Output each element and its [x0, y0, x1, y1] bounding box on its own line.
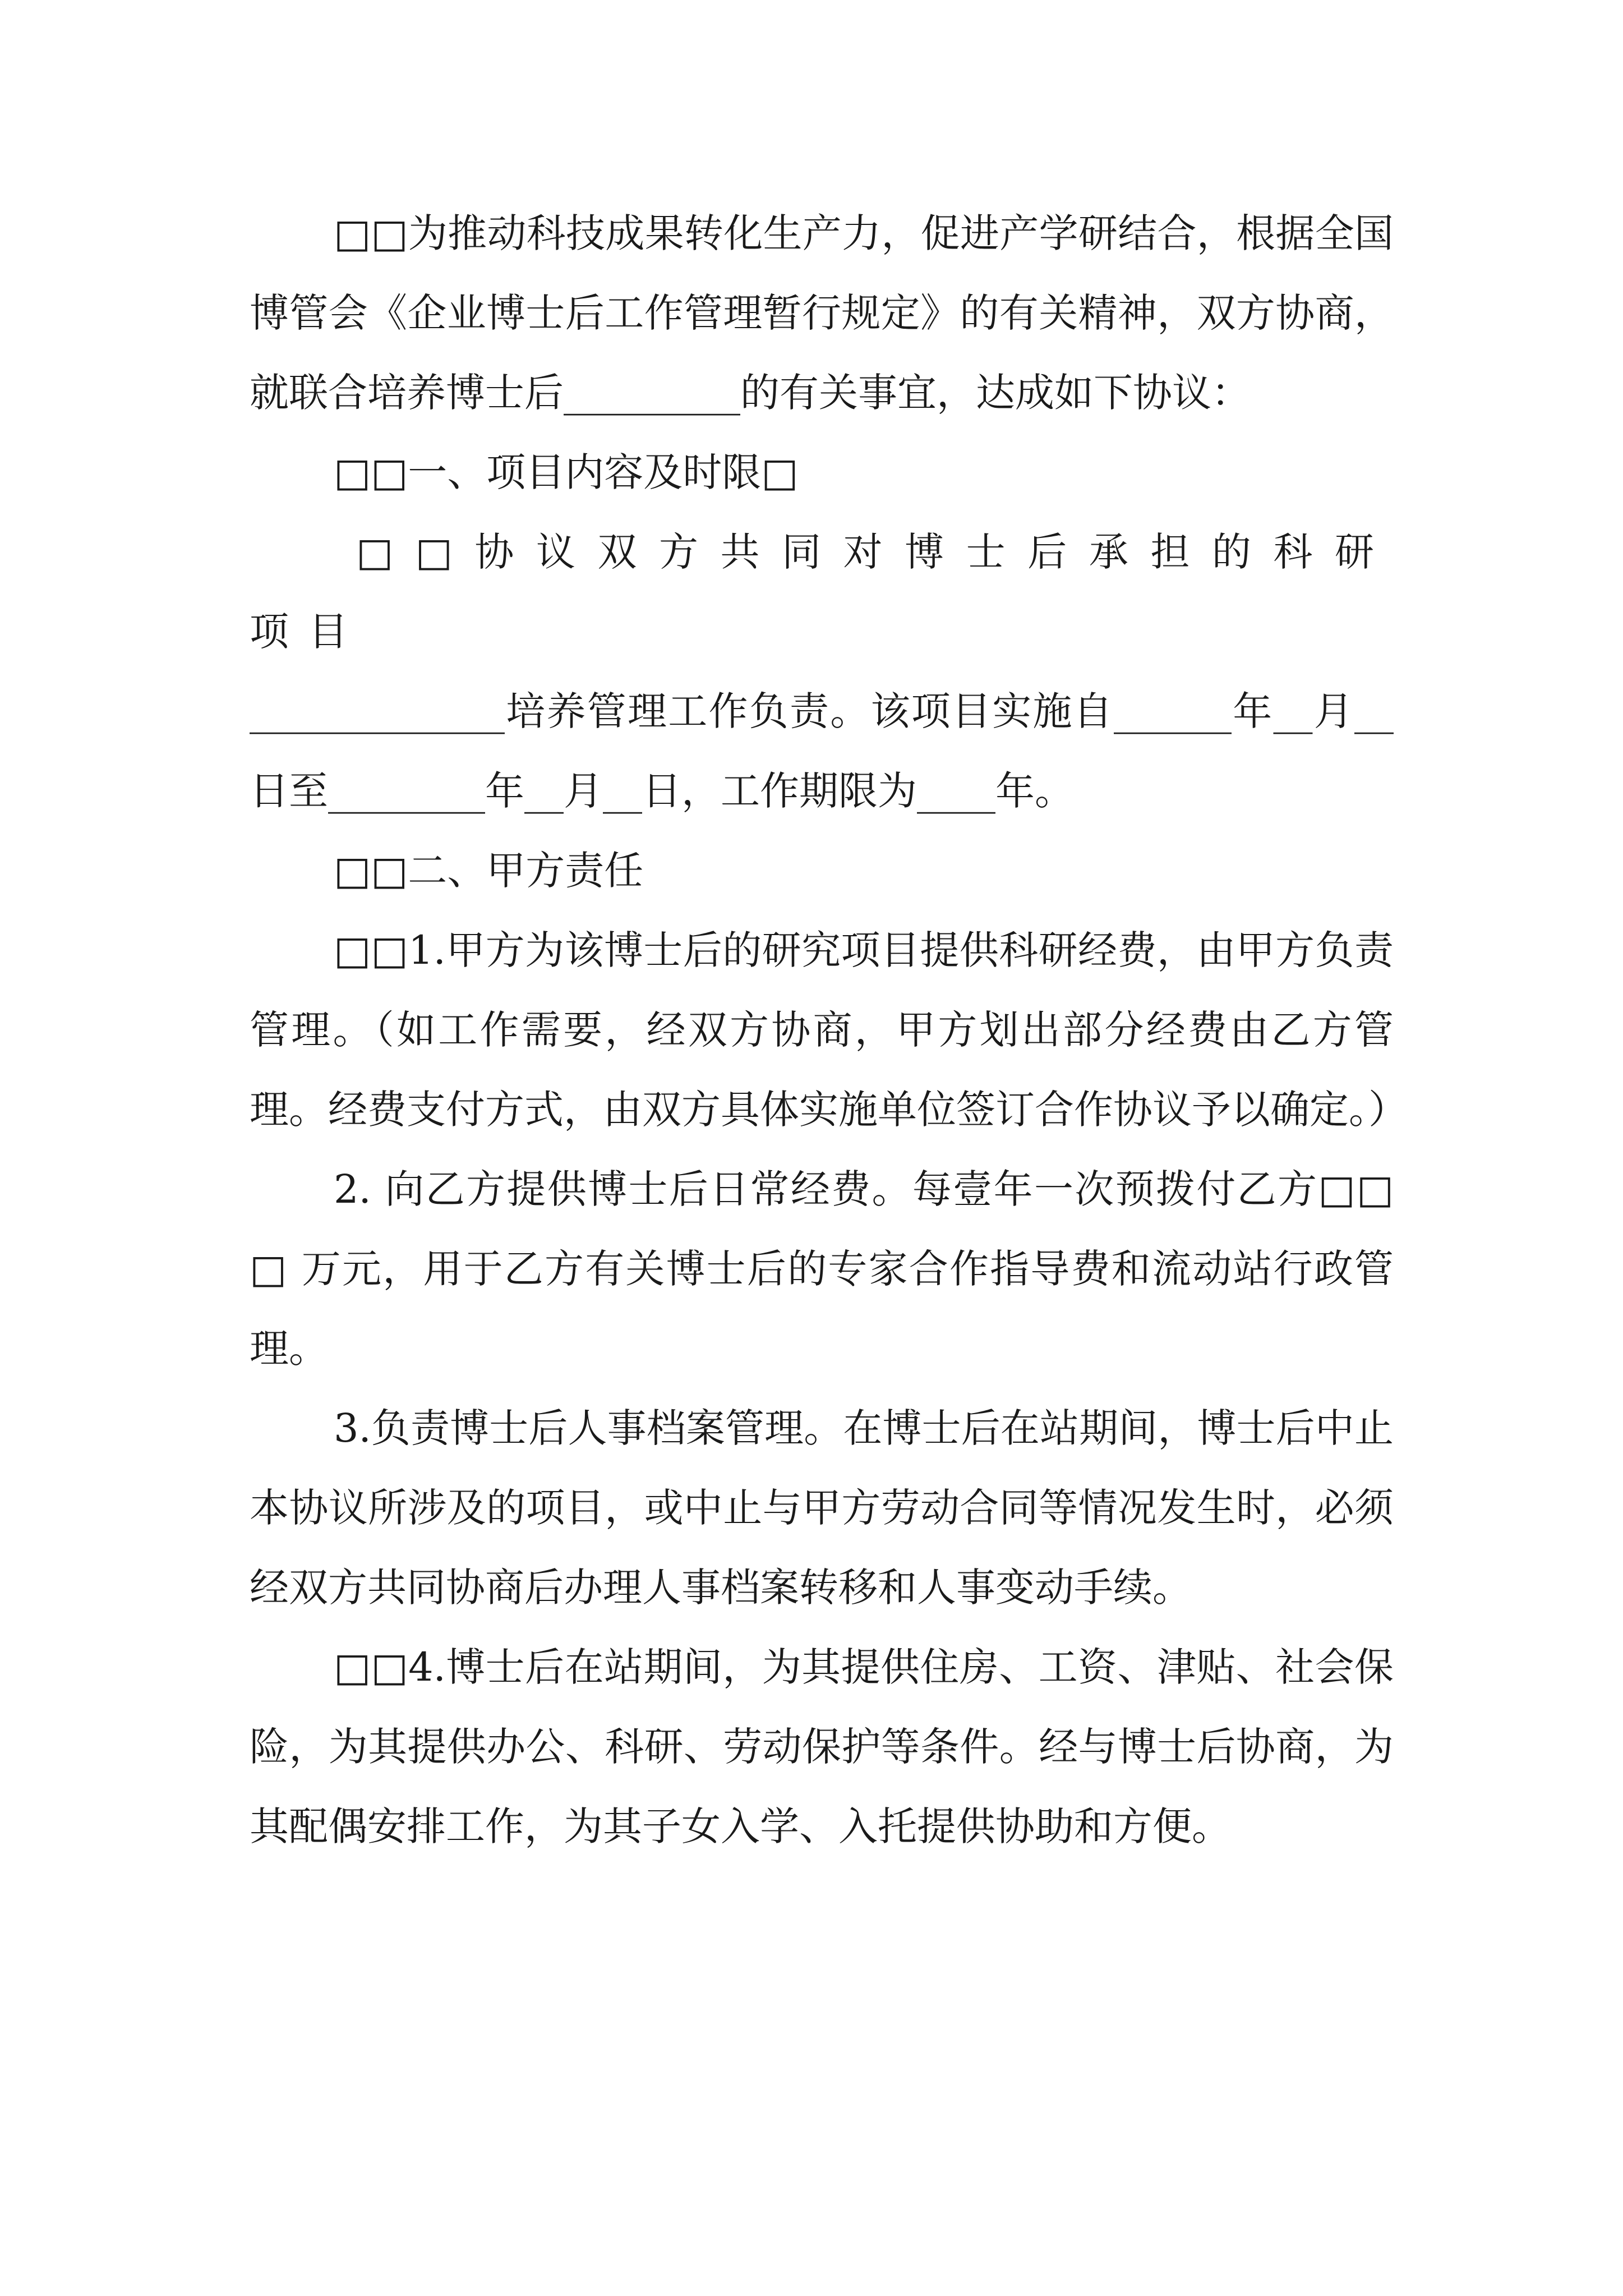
paragraph-duty-3: 3.负责博士后人事档案管理。在博士后在站期间，博士后中止本协议所涉及的项目，或中止与甲方劳动合同等情况发生时，必须经双方共同协商后办理人事档案转移和人事变动手续。: [250, 1405, 1394, 1611]
paragraph-duty-1: □□1.甲方为该博士后的研究项目提供科研经费，由甲方负责管理。（如工作需要，经双方协商，甲方划出部分经费由乙方管理。经费支付方式，由双方具体实施单位签订合作协议予以确定。）: [250, 927, 1408, 1133]
heading-party-a-duties: □□二、甲方责任: [334, 848, 644, 894]
paragraph-project-period: _____________培养管理工作负责。该项目实施自______年__月__日至________年__月__日，工作期限为____年。: [250, 688, 1394, 814]
paragraph-duty-2: 2. 向乙方提供博士后日常经费。每壹年一次预拨付乙方□□□ 万元，用于乙方有关博士后的专家合作指导费和流动站行政管理。: [250, 1166, 1394, 1372]
paragraph-preamble: □□为推动科技成果转化生产力，促进产学研结合，根据全国博管会《企业博士后工作管理暂行规定》的有关精神，双方协商，就联合培养博士后_________的有关事宜，达成如下协议：: [250, 210, 1394, 416]
heading-project-content: □□一、项目内容及时限□: [334, 449, 799, 495]
paragraph-project-intro: □□协议双方共同对博士后承担的科研项目: [250, 529, 1394, 655]
paragraph-duty-4: □□4.博士后在站期间，为其提供住房、工资、津贴、社会保险，为其提供办公、科研、劳动保护等条件。经与博士后协商，为其配偶安排工作，为其子女入学、入托提供协助和方便。: [250, 1644, 1394, 1849]
document-body: [250, 194, 1408, 1866]
